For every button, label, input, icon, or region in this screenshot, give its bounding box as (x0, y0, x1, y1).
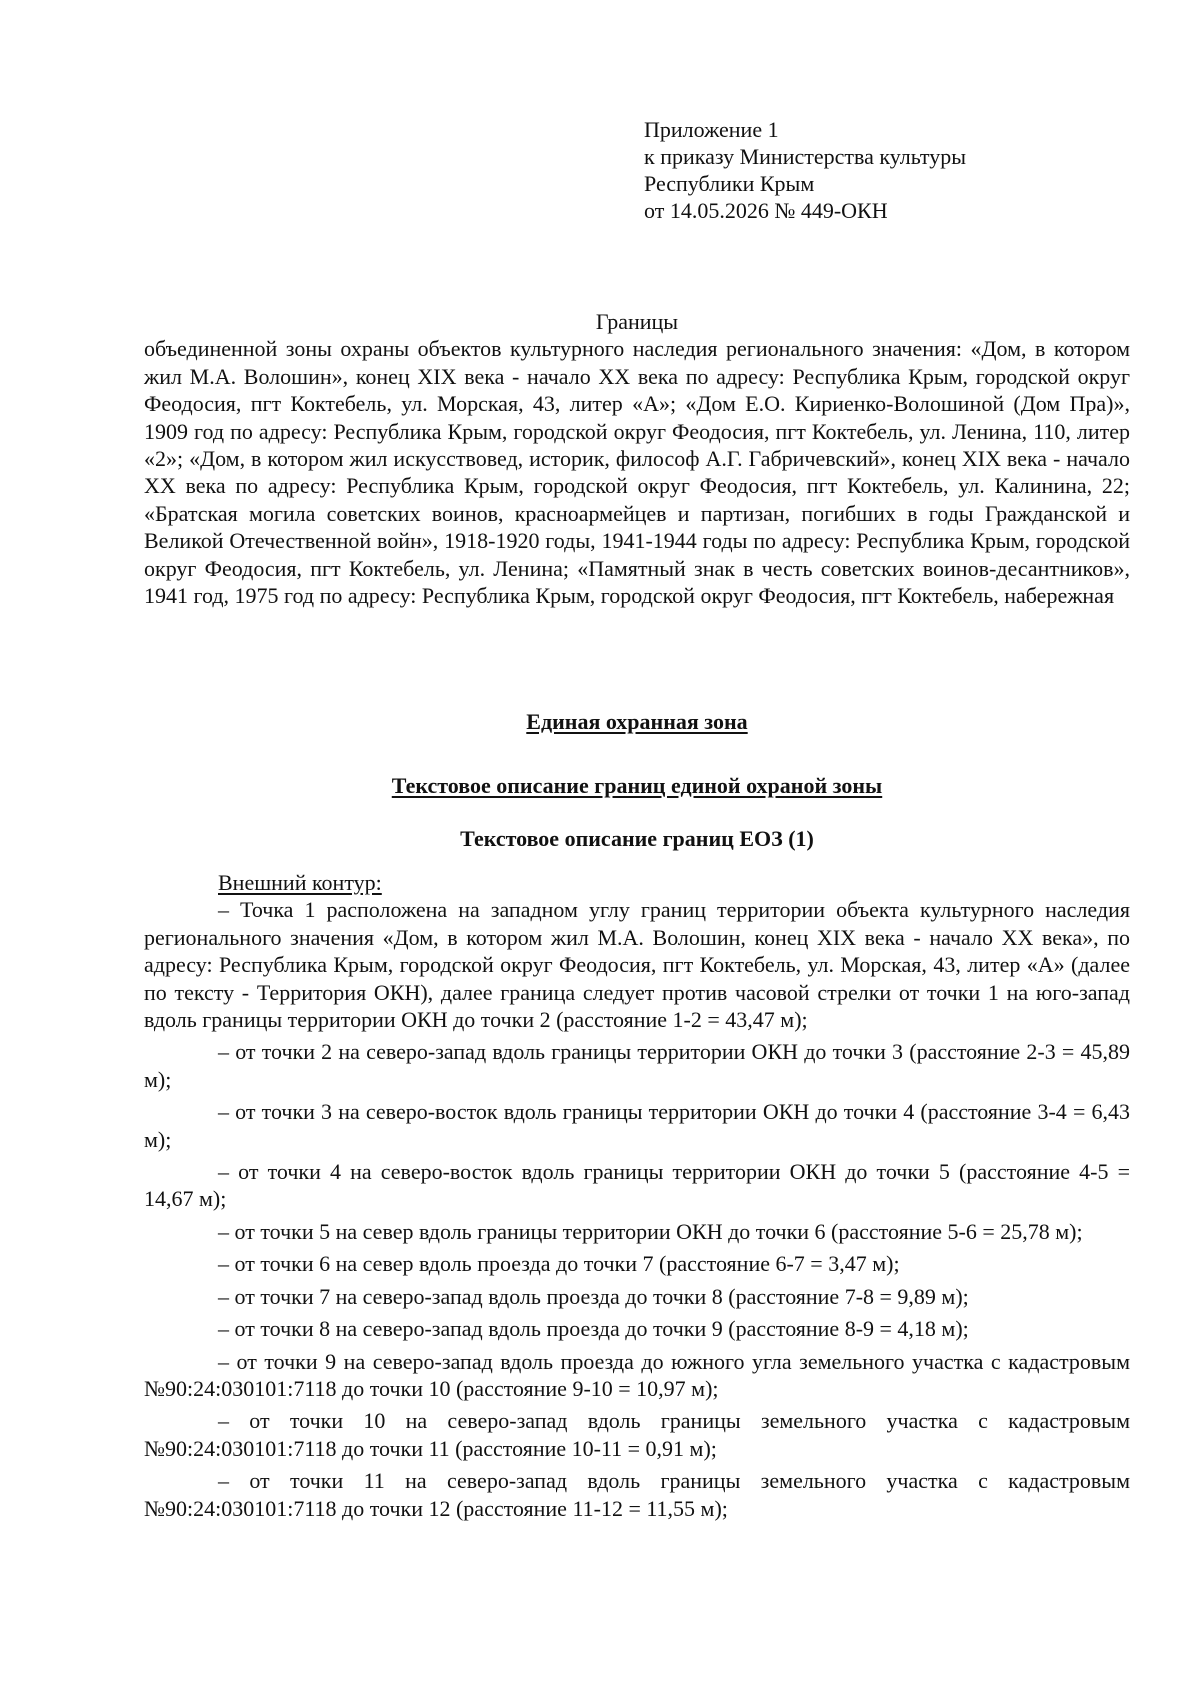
heading-zone-text: Единая охранная зона (526, 709, 748, 734)
heading-description-text: Текстовое описание границ единой охраной зоны (391, 773, 883, 798)
boundary-paragraph: – от точки 3 на северо-восток вдоль границы территории ОКН до точки 4 (расстояние 3-4 = 6,43 м); (144, 1099, 1130, 1152)
heading-description (144, 772, 1130, 799)
boundary-description (144, 869, 1130, 1527)
heading-eoz (144, 825, 1130, 852)
boundary-paragraph: – от точки 5 на север вдоль границы территории ОКН до точки 6 (расстояние 5-6 = 25,78 м); (218, 1218, 1083, 1244)
heading-zone (144, 708, 1130, 735)
boundary-paragraph: – от точки 2 на северо-запад вдоль границы территории ОКН до точки 3 (расстояние 2-3 = 45,89 м); (144, 1039, 1130, 1092)
attachment-line-3: Республики Крым (644, 171, 815, 196)
attachment-line-2: к приказу Министерства культуры (644, 144, 967, 169)
boundary-paragraph: – от точки 7 на северо-запад вдоль проезда до точки 8 (расстояние 7-8 = 9,89 м); (218, 1283, 969, 1309)
document-title (144, 308, 1130, 609)
attachment-line-1: Приложение 1 (644, 117, 779, 142)
boundary-paragraph: – от точки 6 на север вдоль проезда до точки 7 (расстояние 6-7 = 3,47 м); (218, 1251, 900, 1277)
boundary-paragraph: – от точки 11 на северо-запад вдоль границы земельного участка с кадастровым №90:24:030101:7118 до точки 12 (расстояние 11-12 = 11,55 м); (144, 1468, 1130, 1521)
attachment-block (644, 116, 1114, 224)
boundary-paragraph: – от точки 9 на северо-запад вдоль проезда до южного угла земельного участка с кадастровым №90:24:030101:7118 до точки 10 (расстояние 9-10 = 10,97 м); (144, 1348, 1130, 1401)
boundary-paragraph: – от точки 4 на северо-восток вдоль границы территории ОКН до точки 5 (расстояние 4-5 = 14,67 м); (144, 1159, 1130, 1212)
attachment-date-number: от 14.05.2026 № 449-ОКН (644, 198, 888, 223)
boundary-paragraph: – от точки 8 на северо-запад вдоль проезда до точки 9 (расстояние 8-9 = 4,18 м); (218, 1316, 969, 1342)
title-text: объединенной зоны охраны объектов культурного наследия регионального значения: «Дом, в котором жил М.А. Волошин», конец XIX века - начало XX века по адресу: Республика Крым, городской округ Феодосия, пгт Коктебель, ул. Морская, 43, литер «А»; «Дом Е.О. Кириенко-Волошиной (Дом Пра)», 1909 год по адресу: Республика Крым, городской округ Феодосия, пгт Коктебель, ул. Ленина, 110, литер «2»; «Дом, в котором жил искусствовед, историк, философ А.Г. Габричевский», конец XIX века - начало XX века по адресу: Республика Крым, городской округ Феодосия, пгт Коктебель, ул. Калинина, 22; «Братская могила советских воинов, красноармейцев и партизан, погибших в годы Гражданской и Великой Отечественной войн», 1918-1920 годы, 1941-1944 годы по адресу: Республика Крым, городской округ Феодосия, пгт Коктебель, ул. Ленина; «Памятный знак в честь советских воинов-десантников», 1941 год, 1975 год по адресу: Республика Крым, городской округ Феодосия, пгт Коктебель, набережная (144, 336, 1130, 609)
title-word: Границы (595, 309, 679, 334)
boundary-paragraph: – от точки 10 на северо-запад вдоль границы земельного участка с кадастровым №90:24:030101:7118 до точки 11 (расстояние 10-11 = 0,91 м); (144, 1408, 1130, 1461)
heading-eoz-text: Текстовое описание границ ЕОЗ (1) (460, 826, 814, 851)
boundary-paragraph: – Точка 1 расположена на западном углу границ территории объекта культурного наследия регионального значения «Дом, в котором жил М.А. Волошин, конец XIX века - начало XX века», по адресу: Республика Крым, городской округ Феодосия, пгт Коктебель, ул. Морская, 43, литер «А» (далее по тексту - Территория ОКН), далее граница следует против часовой стрелки от точки 1 на юго-запад вдоль границы территории ОКН до точки 2 (расстояние 1-2 = 43,47 м); (144, 897, 1130, 1033)
outer-contour-label: Внешний контур: (218, 870, 382, 895)
